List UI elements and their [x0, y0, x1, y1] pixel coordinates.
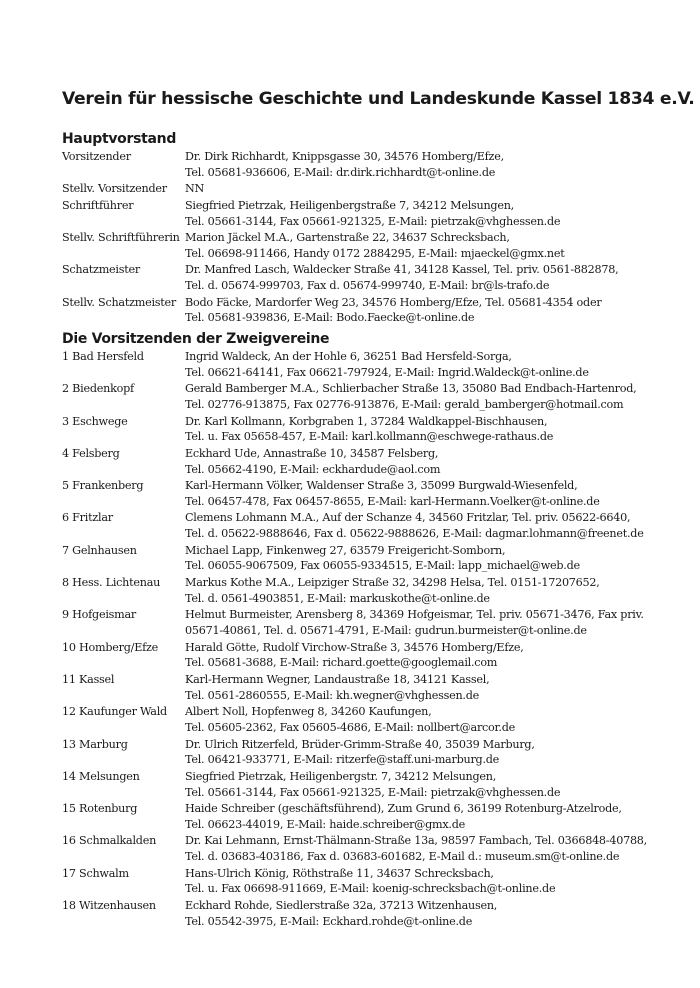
contact-role: 16 Schmalkalden: [62, 834, 157, 848]
zweigvereine-list: [62, 349, 682, 929]
contact-row: [62, 198, 682, 229]
contact-line: Tel. 02776-913875, Fax 02776-913876, E-Mail: gerald_bamberger@hotmail.com: [185, 398, 624, 411]
contact-role: Schatzmeister: [62, 263, 140, 277]
contact-details: [185, 833, 682, 864]
contact-role: Vorsitzender: [62, 150, 131, 163]
contact-row: [62, 478, 682, 509]
contact-line: Tel. 06623-44019, E-Mail: haide.schreiber@gmx.de: [185, 817, 466, 831]
contact-line: Tel. 05542-3975, E-Mail: Eckhard.rohde@t-online.de: [185, 914, 473, 928]
contact-line: Haide Schreiber (geschäftsführend), Zum Grund 6, 36199 Rotenburg-Atzelrode,: [185, 802, 622, 816]
contact-details: [185, 349, 682, 380]
contact-role: 8 Hess. Lichtenau: [62, 576, 161, 590]
contact-role: 17 Schwalm: [62, 866, 129, 880]
contact-line: Dr. Manfred Lasch, Waldecker Straße 41, 34128 Kassel, Tel. priv. 0561-882878,: [185, 263, 619, 277]
contact-details: [185, 230, 682, 261]
contact-row: [62, 181, 682, 197]
contact-role: 9 Hofgeismar: [62, 608, 137, 622]
contact-details: [185, 478, 682, 509]
contact-line: Clemens Lohmann M.A., Auf der Schanze 4, 34560 Fritzlar, Tel. priv. 05622-6640,: [185, 511, 631, 525]
contact-row: [62, 510, 682, 541]
contact-details: [185, 381, 682, 412]
contact-line: Dr. Ulrich Ritzerfeld, Brüder-Grimm-Straße 40, 35039 Marburg,: [185, 737, 535, 751]
contact-line: Tel. 06055-9067509, Fax 06055-9334515, E-Mail: lapp_michael@web.de: [185, 559, 580, 573]
contact-details: [185, 737, 682, 768]
contact-role: 3 Eschwege: [62, 414, 128, 428]
contact-details: [185, 295, 682, 326]
contact-line: Tel. 06698-911466, Handy 0172 2884295, E-Mail: mjaeckel@gmx.net: [185, 246, 565, 260]
contact-details: [185, 198, 682, 229]
contact-row: [62, 704, 682, 735]
contact-role: 10 Homberg/Efze: [62, 640, 159, 654]
contact-role: Stellv. Schatzmeister: [62, 295, 176, 309]
contact-line: Dr. Kai Lehmann, Ernst-Thälmann-Straße 13a, 98597 Fambach, Tel. 0366848-40788,: [185, 834, 647, 848]
contact-line: NN: [185, 182, 205, 196]
contact-details: [185, 640, 682, 671]
contact-role: 2 Biedenkopf: [62, 382, 134, 396]
hauptvorstand-heading: Hauptvorstand: [62, 131, 177, 147]
contact-line: Albert Noll, Hopfenweg 8, 34260 Kaufungen,: [185, 705, 432, 719]
contact-role: 15 Rotenburg: [62, 802, 138, 816]
contact-row: [62, 575, 682, 606]
contact-line: Tel. d. 05622-9888646, Fax d. 05622-9888626, E-Mail: dagmar.lohmann@freenet.de: [185, 527, 644, 541]
contact-row: [62, 866, 682, 897]
contact-role: 6 Fritzlar: [62, 511, 113, 525]
document-title: Verein für hessische Geschichte und Landeskunde Kassel 1834 e.V.: [62, 89, 695, 109]
contact-details: [185, 704, 682, 735]
contact-line: Markus Kothe M.A., Leipziger Straße 32, 34298 Helsa, Tel. 0151-17207652,: [185, 576, 600, 590]
contact-role: 14 Melsungen: [62, 769, 140, 783]
contact-details: [185, 866, 682, 897]
contact-details: [185, 181, 682, 197]
contact-line: Tel. 0561-2860555, E-Mail: kh.wegner@vhghessen.de: [185, 688, 480, 702]
contact-line: Tel. 05681-939836, E-Mail: Bodo.Faecke@t-online.de: [185, 311, 475, 325]
contact-line: Tel. 05661-3144, Fax 05661-921325, E-Mail: pietrzak@vhghessen.de: [185, 214, 561, 228]
contact-role: 13 Marburg: [62, 737, 128, 751]
contact-role: 11 Kassel: [62, 672, 115, 686]
contact-line: Gerald Bamberger M.A., Schlierbacher Straße 13, 35080 Bad Endbach-Hartenrod,: [185, 382, 637, 396]
contact-details: [185, 262, 682, 293]
contact-line: Tel. d. 03683-403186, Fax d. 03683-601682, E-Mail d.: museum.sm@t-online.de: [185, 850, 620, 864]
hauptvorstand-list: [62, 149, 682, 326]
contact-line: Tel. 05681-3688, E-Mail: richard.goette@googlemail.com: [185, 656, 498, 670]
contact-line: Tel. u. Fax 05658-457, E-Mail: karl.kollmann@eschwege-rathaus.de: [185, 430, 554, 444]
contact-role: 18 Witzenhausen: [62, 899, 156, 913]
contact-role: 7 Gelnhausen: [62, 543, 137, 557]
contact-line: Ingrid Waldeck, An der Hohle 6, 36251 Bad Hersfeld-Sorga,: [185, 350, 512, 363]
contact-row: [62, 898, 682, 929]
contact-row: [62, 149, 682, 180]
contact-line: Michael Lapp, Finkenweg 27, 63579 Freigericht-Somborn,: [185, 543, 506, 557]
contact-details: [185, 672, 682, 703]
contact-row: [62, 833, 682, 864]
contact-row: [62, 543, 682, 574]
contact-details: [185, 149, 682, 180]
contact-line: Marion Jäckel M.A., Gartenstraße 22, 34637 Schrecksbach,: [185, 231, 510, 245]
zweigvereine-section: [62, 330, 682, 930]
contact-line: Siegfried Pietrzak, Heiligenbergstraße 7, 34212 Melsungen,: [185, 198, 514, 212]
contact-line: Hans-Ulrich König, Röthstraße 11, 34637 Schrecksbach,: [185, 866, 494, 880]
contact-details: [185, 543, 682, 574]
contact-row: [62, 230, 682, 261]
contact-row: [62, 295, 682, 326]
contact-line: Tel. d. 0561-4903851, E-Mail: markuskothe@t-online.de: [185, 591, 490, 605]
contact-line: Bodo Fäcke, Mardorfer Weg 23, 34576 Homberg/Efze, Tel. 05681-4354 oder: [185, 295, 602, 309]
contact-line: Tel. 05605-2362, Fax 05605-4686, E-Mail: nollbert@arcor.de: [185, 720, 515, 734]
contact-row: [62, 349, 682, 380]
contact-details: [185, 414, 682, 445]
contact-line: Eckhard Ude, Annastraße 10, 34587 Felsberg,: [185, 446, 439, 460]
contact-details: [185, 510, 682, 541]
contact-line: Tel. 06621-64141, Fax 06621-797924, E-Mail: Ingrid.Waldeck@t-online.de: [185, 365, 589, 379]
contact-line: Harald Götte, Rudolf Virchow-Straße 3, 34576 Homberg/Efze,: [185, 640, 524, 654]
contact-line: Eckhard Rohde, Siedlerstraße 32a, 37213 Witzenhausen,: [185, 899, 498, 913]
contact-details: [185, 898, 682, 929]
contact-line: Siegfried Pietrzak, Heiligenbergstr. 7, 34212 Melsungen,: [185, 769, 497, 783]
contact-line: Tel. d. 05674-999703, Fax d. 05674-999740, E-Mail: br@ls-trafo.de: [185, 279, 550, 293]
contact-role: Stellv. Schriftführerin: [62, 231, 180, 245]
contact-line: Tel. 05662-4190, E-Mail: eckhardude@aol.com: [185, 462, 441, 476]
contact-row: [62, 737, 682, 768]
contact-details: [185, 607, 682, 638]
contact-details: [185, 575, 682, 606]
contact-row: [62, 414, 682, 445]
contact-role: 1 Bad Hersfeld: [62, 350, 144, 363]
contact-row: [62, 381, 682, 412]
contact-line: Tel. 06457-478, Fax 06457-8655, E-Mail: karl-Hermann.Voelker@t-online.de: [185, 494, 600, 508]
contact-line: Karl-Hermann Völker, Waldenser Straße 3, 35099 Burgwald-Wiesenfeld,: [185, 479, 578, 493]
contact-row: [62, 640, 682, 671]
contact-line: Dr. Dirk Richhardt, Knippsgasse 30, 34576 Homberg/Efze,: [185, 150, 504, 163]
contact-line: Dr. Karl Kollmann, Korbgraben 1, 37284 Waldkappel-Bischhausen,: [185, 414, 548, 428]
contact-line: Tel. 05661-3144, Fax 05661-921325, E-Mail: pietrzak@vhghessen.de: [185, 785, 561, 799]
contact-role: 4 Felsberg: [62, 446, 120, 460]
contact-role: 5 Frankenberg: [62, 479, 144, 493]
contact-row: [62, 262, 682, 293]
hauptvorstand-section: [62, 130, 682, 327]
zweigvereine-heading: Die Vorsitzenden der Zweigvereine: [62, 331, 330, 347]
contact-line: Tel. 05681-936606, E-Mail: dr.dirk.richhardt@t-online.de: [185, 165, 496, 179]
contact-line: Helmut Burmeister, Arensberg 8, 34369 Hofgeismar, Tel. priv. 05671-3476, Fax priv.: [185, 608, 644, 622]
contact-row: [62, 672, 682, 703]
contact-line: Tel. u. Fax 06698-911669, E-Mail: koenig-schrecksbach@t-online.de: [185, 882, 556, 896]
contact-row: [62, 446, 682, 477]
contact-details: [185, 801, 682, 832]
contact-row: [62, 607, 682, 638]
contact-line: Tel. 06421-933771, E-Mail: ritzerfe@staff.uni-marburg.de: [185, 753, 500, 767]
contact-role: 12 Kaufunger Wald: [62, 705, 167, 719]
contact-line: 05671-40861, Tel. d. 05671-4791, E-Mail: gudrun.burmeister@t-online.de: [185, 624, 587, 638]
contact-row: [62, 769, 682, 800]
contact-line: Karl-Hermann Wegner, Landaustraße 18, 34121 Kassel,: [185, 672, 490, 686]
contact-details: [185, 769, 682, 800]
contact-role: Schriftführer: [62, 198, 134, 212]
contact-row: [62, 801, 682, 832]
contact-details: [185, 446, 682, 477]
contact-role: Stellv. Vorsitzender: [62, 182, 167, 196]
